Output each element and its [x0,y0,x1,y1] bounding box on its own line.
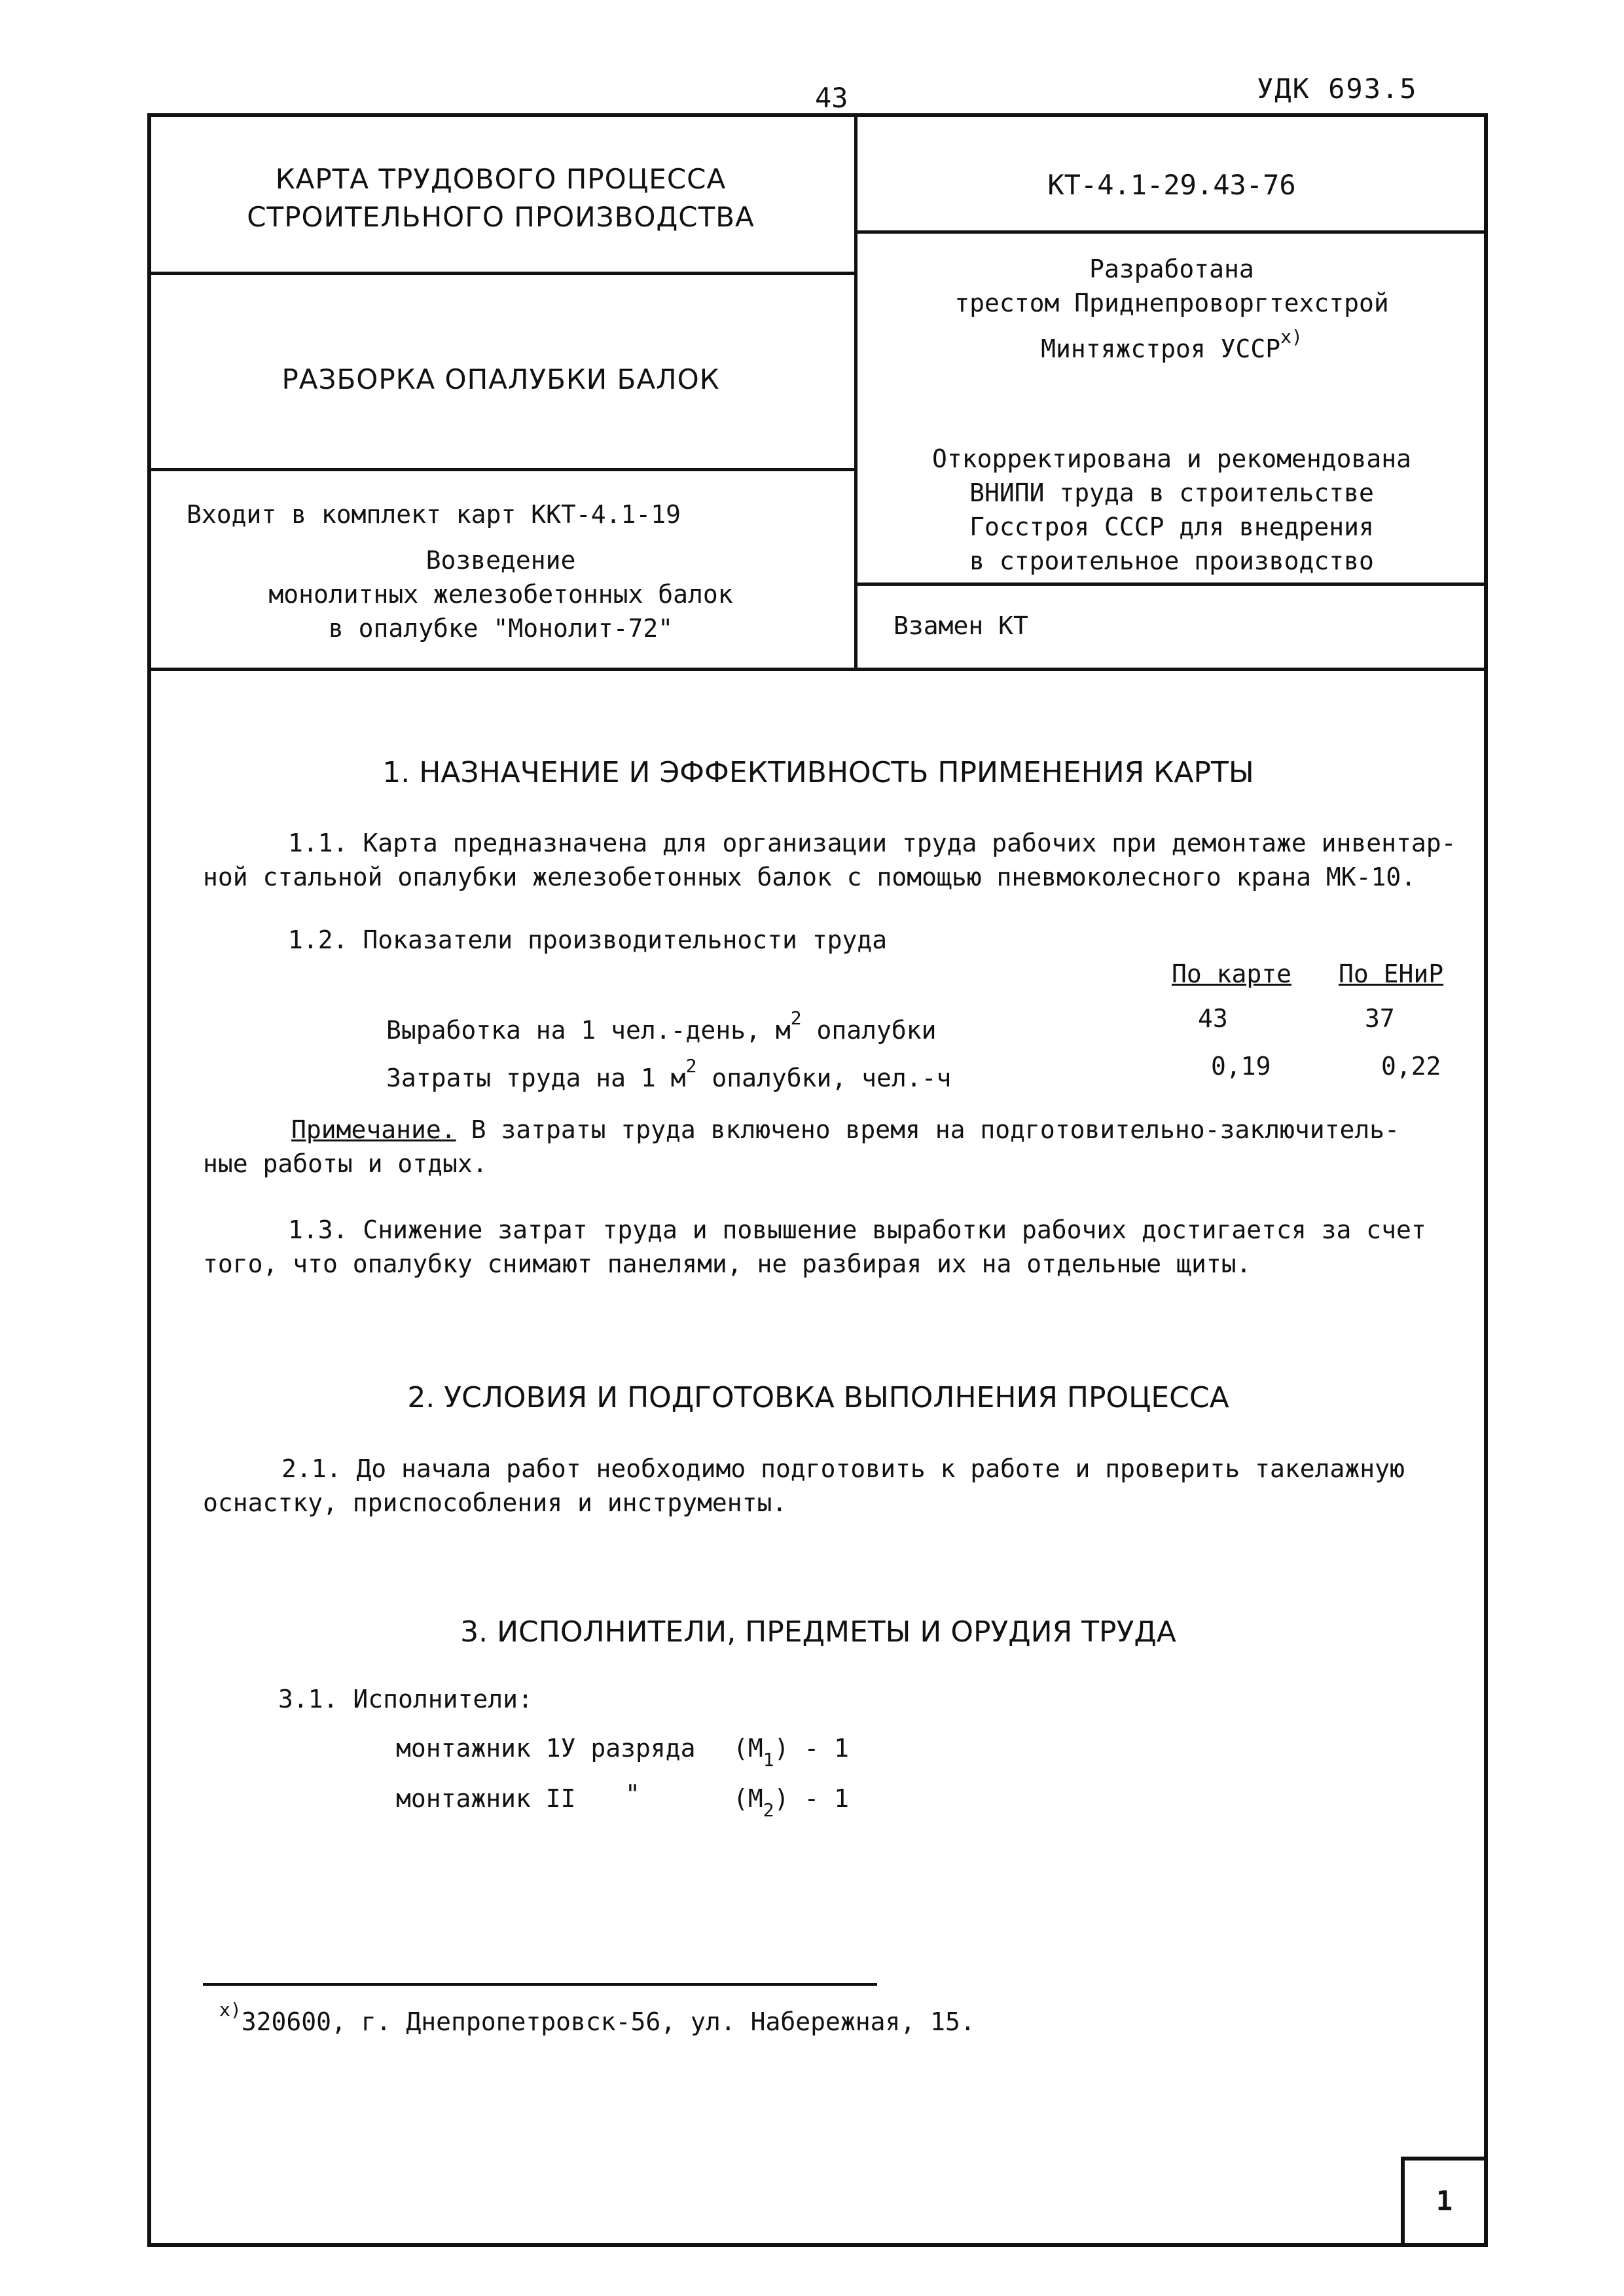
corrected-line3: Госстроя СССР для внедрения [969,512,1374,541]
worker2-count: ) - 1 [774,1784,850,1813]
set-description [154,543,848,645]
p31-number: 3.1. [278,1685,338,1713]
corrected-line1: Откорректирована и рекомендована [931,444,1412,473]
section2-title: 2. УСЛОВИЯ И ПОДГОТОВКА ВЫПОЛНЕНИЯ ПРОЦЕССА [407,1381,1229,1414]
p12-text: Показатели производительности труда [363,925,888,954]
card-title-line1: КАРТА ТРУДОВОГО ПРОЦЕССА [275,163,727,195]
p11-line1-text: Карта предназначена для организации труда рабочих при демонтаже инвентар- [363,829,1456,857]
indicator-row-labor [386,1049,951,1095]
p13-line2: того, что опалубку снимают панелями, не разбирая их на отдельные щиты. [203,1249,1252,1278]
row2-tail: опалубки, чел.-ч [712,1064,952,1092]
paragraph-1-2 [288,923,887,957]
developed-line2: трестом Приднепроворгтехстрой [954,289,1389,317]
developed-line1: Разработана [1089,255,1254,283]
header-line-right-1 [854,230,1488,234]
note-line2: ные работы и отдых. [203,1149,488,1178]
p21-line2: оснастку, приспособления и инструменты. [203,1488,787,1517]
worker2-ditto: " [625,1780,640,1808]
worker2-code-text: (М [733,1784,763,1813]
page-number: 43 [815,82,848,114]
indicator-row-output [386,1001,937,1047]
worker1-code [733,1731,849,1777]
corrected-line2: ВНИПИ труда в строительстве [969,478,1374,507]
p31-text: Исполнители: [353,1685,533,1713]
row2-label: Затраты труда на 1 м [386,1064,686,1092]
row2-value-card: 0,19 [1211,1052,1271,1081]
worker2-sub: 2 [763,1799,774,1821]
p11-number: 1.1. [288,829,348,857]
footnote-marker: х) [219,1999,242,2020]
row2-sup: 2 [685,1055,697,1077]
work-title: РАЗБОРКА ОПАЛУБКИ БАЛОК [281,363,720,395]
header-bottom-line [147,668,1488,671]
section1-title: 1. НАЗНАЧЕНИЕ И ЭФФЕКТИВНОСТЬ ПРИМЕНЕНИЯ КАРТЫ [382,756,1254,789]
paragraph-3-1 [278,1682,533,1716]
section3-title: 3. ИСПОЛНИТЕЛИ, ПРЕДМЕТЫ И ОРУДИЯ ТРУДА [460,1615,1176,1649]
udk-code: УДК 693.5 [1257,73,1418,105]
p13-line1 [203,1213,1486,1247]
p21-number: 2.1. [281,1454,342,1483]
p13-line1-text: Снижение затрат труда и повышение выработки рабочих достигается за счет [363,1215,1426,1244]
p21-line1-text: До начала работ необходимо подготовить к работе и проверить такелажную [356,1454,1405,1483]
worker2-code [733,1782,849,1827]
row1-value-enir: 37 [1365,1004,1395,1033]
sheet-number: 1 [1435,2185,1453,2217]
worker1-sub: 1 [763,1749,774,1770]
card-title [154,160,848,236]
developed-block [861,252,1483,366]
worker2-name: монтажник II [396,1784,576,1813]
footnote-rule [203,1983,877,1986]
row1-value-card: 43 [1198,1004,1228,1033]
note-label: Примечание. [291,1115,456,1144]
header-divider-vertical [854,113,857,671]
set-line: Входит в комплект карт ККТ-4.1-19 [187,500,681,529]
developed-line3-text: Минтяжстроя УССР [1041,334,1281,363]
p11-line2: ной стальной опалубки железобетонных балок с помощью пневмоколесного крана МК-10. [203,863,1416,891]
note-line1-text: В затраты труда включено время на подготовительно-заключитель- [471,1115,1399,1144]
card-title-line2: СТРОИТЕЛЬНОГО ПРОИЗВОДСТВА [247,201,755,233]
paragraph-1-1 [203,826,1486,860]
p13-number: 1.3. [288,1215,348,1244]
card-code: КТ-4.1-29.43-76 [1047,169,1296,201]
p11-line1 [203,826,1486,860]
header-line-left-2 [147,468,856,471]
worker1-code-text: (М [733,1734,763,1763]
row2-value-enir: 0,22 [1381,1052,1441,1081]
footnote-text: 320600, г. Днепропетровск-56, ул. Набережная, 15. [241,2007,975,2036]
corrected-line4: в строительное производство [969,547,1374,575]
footnote [219,1993,975,2039]
p21-line1 [203,1452,1486,1486]
set-desc-line1: Возведение [425,546,576,575]
row1-sup: 2 [790,1007,802,1029]
replaces-label: Взамен КТ [893,611,1028,640]
worker1-count: ) - 1 [774,1734,850,1763]
developed-footnote-marker: х) [1280,326,1303,348]
column-header-enir: По ЕНиР [1339,960,1444,988]
worker1-name: монтажник 1У разряда [396,1734,696,1763]
set-desc-line2: монолитных железобетонных балок [268,580,733,609]
paragraph-2-1 [203,1452,1486,1520]
developed-line3 [861,320,1483,366]
header-line-right-2 [854,583,1488,586]
column-header-card: По карте [1172,960,1292,988]
paragraph-1-3 [203,1213,1486,1281]
note-block [203,1113,1486,1181]
set-desc-line3: в опалубке "Монолит-72" [328,614,674,643]
p12-number: 1.2. [288,925,348,954]
corrected-block [861,442,1483,578]
header-line-left-1 [147,272,856,275]
note-line1 [203,1113,1486,1147]
row1-tail: опалубки [816,1016,937,1045]
row1-label: Выработка на 1 чел.-день, м [386,1016,791,1045]
